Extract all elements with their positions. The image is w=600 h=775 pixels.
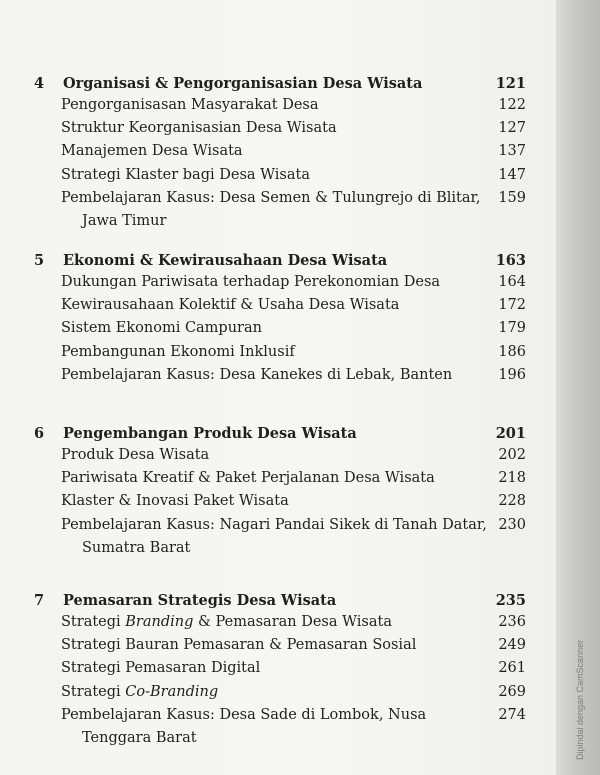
toc-entry-title [61, 120, 337, 136]
toc-entry [0, 120, 540, 144]
chapter-number: 4 [33, 75, 45, 92]
toc-entry [0, 470, 540, 494]
chapter-number: 6 [33, 425, 45, 442]
toc-entry-text: & Pemasaran Desa Wisata [193, 614, 392, 630]
toc-entry [0, 367, 540, 391]
toc-entry-text: Pariwisata Kreatif & Paket Perjalanan Desa Wisata [61, 470, 435, 487]
toc-entry-text: Pembelajaran Kasus: Desa Semen & Tulungrejo di Blitar, [61, 189, 481, 206]
toc-entry [0, 684, 540, 708]
toc-entry-continuation [0, 540, 540, 564]
toc-entry-page-number: 186 [498, 343, 526, 360]
toc-entry [0, 493, 540, 517]
chapter-heading [0, 425, 540, 449]
chapter-title: Ekonomi & Kewirausahaan Desa Wisata [63, 252, 388, 269]
toc-entry-title [61, 517, 487, 533]
toc-entry [0, 707, 540, 731]
chapter-title: Pengembangan Produk Desa Wisata [63, 425, 357, 442]
toc-entry-text: Pembangunan Ekonomi Inklusif [61, 343, 295, 360]
toc-entry [0, 143, 540, 167]
toc-entry [0, 190, 540, 214]
toc-entry-text: Strategi Bauran Pemasaran & Pemasaran Sosial [61, 637, 417, 654]
toc-entry-page-number: 261 [498, 660, 526, 677]
chapter-heading [0, 592, 540, 616]
toc-entry-continuation-text: Sumatra Barat [82, 539, 191, 556]
toc-entry-text: Strategi Pemasaran Digital [61, 660, 261, 677]
toc-entry-title [61, 637, 416, 653]
toc-entry-page-number: 228 [498, 493, 526, 510]
chapter-number: 7 [33, 592, 45, 609]
toc-entry-title [61, 344, 295, 360]
toc-entry-title [61, 470, 435, 486]
toc-entry-title [61, 614, 392, 630]
toc-entry-title [61, 707, 426, 723]
toc-entry-page-number: 137 [498, 143, 526, 160]
toc-entry-title [61, 274, 440, 290]
toc-entry-page-number: 164 [498, 274, 526, 290]
toc-entry-text: Manajemen Desa Wisata [61, 143, 243, 160]
toc-entry-text: Strategi [61, 614, 126, 630]
chapter-page-number: 163 [495, 252, 526, 269]
toc-entry-text: Produk Desa Wisata [61, 447, 210, 463]
chapter-heading [0, 75, 540, 99]
chapter-heading [0, 252, 540, 276]
toc-entry-text: Struktur Keorganisasian Desa Wisata [61, 120, 337, 137]
chapter-page-number: 121 [495, 75, 526, 92]
chapter-page-number: 201 [495, 425, 526, 442]
toc-entry-page-number: 249 [498, 637, 526, 654]
toc-entry-page-number: 236 [498, 614, 526, 630]
toc-entry-page-number: 218 [498, 470, 526, 487]
toc-entry-title [61, 660, 260, 676]
toc-entry-text: Klaster & Inovasi Paket Wisata [61, 493, 289, 510]
toc-entry-text: Pembelajaran Kasus: Desa Kanekes di Lebak, Banten [61, 366, 453, 383]
toc-entry-title [61, 143, 243, 159]
chapter-number: 5 [33, 252, 45, 269]
toc-entry [0, 637, 540, 661]
toc-entry-page-number: 230 [498, 516, 526, 533]
toc-entry [0, 344, 540, 368]
chapter-title: Organisasi & Pengorganisasian Desa Wisata [63, 75, 423, 92]
toc-entry-title [61, 493, 289, 509]
toc-entry-title [61, 684, 218, 700]
toc-entry-title [61, 367, 452, 383]
toc-entry [0, 447, 540, 471]
toc-entry-text: Dukungan Pariwisata terhadap Perekonomian Desa [61, 274, 441, 290]
toc-entry [0, 614, 540, 638]
toc-entry-continuation [0, 213, 540, 237]
toc-entry-title [61, 447, 209, 463]
toc-entry-page-number: 179 [498, 320, 526, 337]
toc-entry-page-number: 202 [498, 447, 526, 463]
toc-entry-text: Sistem Ekonomi Campuran [61, 320, 262, 337]
toc-entry-text: Pembelajaran Kasus: Desa Sade di Lombok, Nusa [61, 706, 427, 723]
toc-entry-page-number: 269 [498, 683, 526, 700]
toc-entry [0, 320, 540, 344]
chapter-page-number: 235 [495, 592, 526, 609]
toc-entry-page-number: 127 [498, 120, 526, 137]
toc-entry [0, 167, 540, 191]
toc-entry-page-number: 122 [498, 97, 526, 113]
toc-entry-italic-term: Co-Branding [125, 683, 219, 700]
toc-entry-continuation [0, 730, 540, 754]
toc-entry [0, 517, 540, 541]
toc-entry-text: Strategi Klaster bagi Desa Wisata [61, 166, 310, 183]
toc-entry-italic-term: Branding [125, 614, 194, 630]
toc-entry-page-number: 196 [498, 366, 526, 383]
toc-entry-page-number: 274 [498, 706, 526, 723]
toc-entry-title [61, 190, 480, 206]
toc-entry [0, 274, 540, 298]
toc-entry-text: Strategi [61, 683, 126, 700]
toc-entry [0, 97, 540, 121]
scanner-watermark: Dipindai dengan CamScanner [575, 639, 585, 760]
toc-entry-page-number: 147 [498, 166, 526, 183]
chapter-title: Pemasaran Strategis Desa Wisata [63, 592, 337, 609]
toc-entry-page-number: 159 [498, 189, 526, 206]
toc-entry-title [61, 167, 310, 183]
toc-entry-title [61, 97, 319, 113]
toc-entry-title [61, 297, 399, 313]
toc-entry-continuation-text: Jawa Timur [82, 213, 167, 229]
toc-entry [0, 297, 540, 321]
toc-entry-page-number: 172 [498, 297, 526, 314]
toc-entry-title [61, 320, 262, 336]
toc-entry-text: Pembelajaran Kasus: Nagari Pandai Sikek di Tanah Datar, [61, 516, 487, 533]
toc-entry [0, 660, 540, 684]
toc-entry-text: Pengorganisasan Masyarakat Desa [61, 97, 319, 113]
toc-entry-text: Kewirausahaan Kolektif & Usaha Desa Wisata [61, 297, 400, 314]
toc-entry-continuation-text: Tenggara Barat [82, 730, 197, 746]
